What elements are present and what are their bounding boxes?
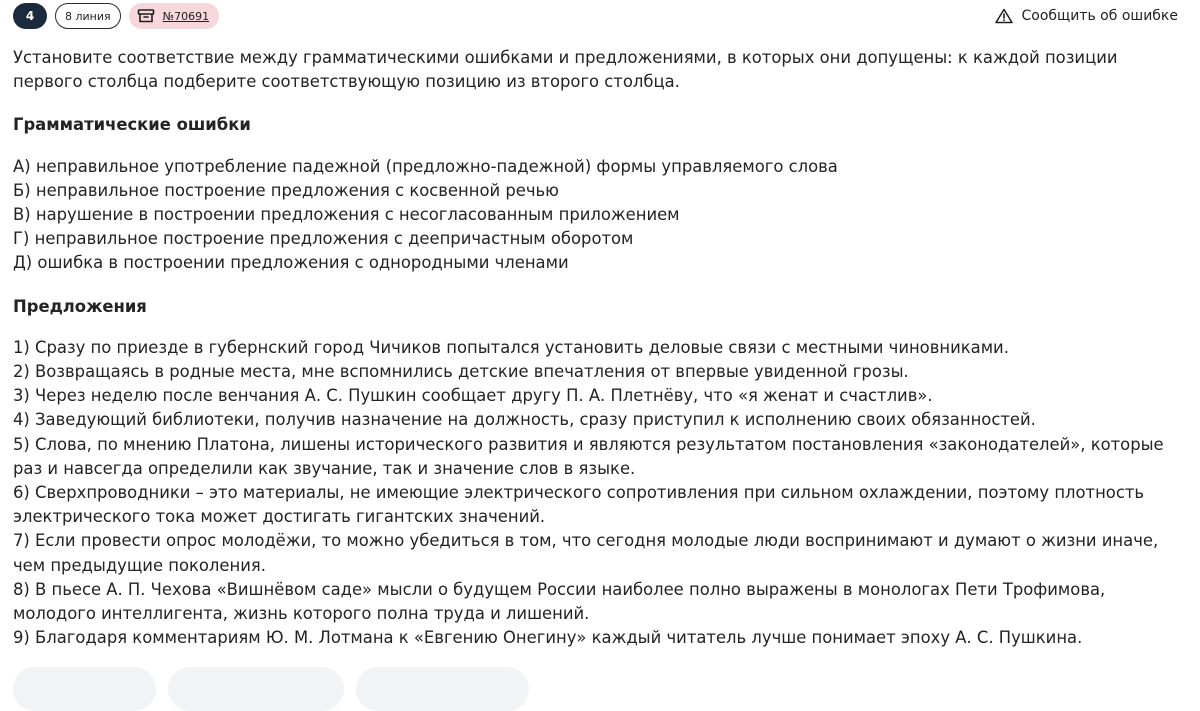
sentence-item: 8) В пьесе А. П. Чехова «Вишнёвом саде» мысли о будущем России наиболее полно выражены в монологах Пети Трофимова, молодого интеллигента, жизнь которого полна труда и лишений. [13,579,1106,624]
task-number-badge [13,3,47,29]
sentence-item: 2) Возвращаясь в родные места, мне вспомнились детские впечатления от впервые увиденной грозы. [13,362,909,382]
task-id-link[interactable]: №70691 [162,9,210,23]
error-item: А) неправильное употребление падежной (предложно-падежной) формы управляемого слова [13,156,838,176]
sentence-item: 7) Если провести опрос молодёжи, то можно убедиться в том, что сегодня молодые люди воспринимают и думают о жизни иначе, чем предыдущие поколения. [13,531,1159,575]
sentence-item: 6) Сверхпроводники – это материалы, не имеющие электрического сопротивления при сильном охлаждении, поэтому плотность электрического тока может достигать гигантских значений. [13,483,1145,527]
bottom-action-button[interactable] [356,667,529,711]
line-badge[interactable] [55,3,121,29]
sentence-item: 3) Через неделю после венчания А. С. Пушкин сообщает другу П. А. Плетнёву, что «я женат и счастлив». [13,386,933,406]
sentence-item: 1) Сразу по приезде в губернский город Чичиков попытался установить деловые связи с местными чиновниками. [13,337,1009,357]
task-id-badge[interactable] [129,3,219,29]
archive-box-icon [137,8,155,24]
error-item: Г) неправильное построение предложения с деепричастным оборотом [13,229,634,249]
bottom-actions [13,667,529,711]
task-number: 4 [25,9,35,23]
errors-list [13,155,1188,276]
sentence-item: 4) Заведующий библиотеки, получив назначение на должность, сразу приступил к исполнению своих обязанностей. [13,410,1036,430]
sentences-title: Предложения [13,296,147,316]
error-item: В) нарушение в построении предложения с несогласованным приложением [13,205,680,225]
task-intro: Установите соответствие между грамматическими ошибками и предложениями, в которых они допущены: к каждой позиции первого столбца подберите соответствующую позицию из второго столбца. [13,48,1118,92]
bottom-action-button[interactable] [13,667,156,711]
sentence-item: 5) Слова, по мнению Платона, лишены исторического развития и являются результатом постановления «законодателей», которые раз и навсегда определили как звучание, так и значение слов в языке. [13,434,1164,478]
sentences-list [13,336,1188,651]
task-header [13,3,1178,29]
bottom-action-button[interactable] [168,667,344,711]
error-item: Б) неправильное построение предложения с косвенной речью [13,180,559,200]
task-content [13,46,1188,650]
report-error-button[interactable] [995,8,1178,24]
line-label: 8 линия [65,9,111,23]
warning-triangle-icon [995,8,1013,24]
errors-title: Грамматические ошибки [13,115,251,135]
sentence-item: 9) Благодаря комментариям Ю. М. Лотмана к «Евгению Онегину» каждый читатель лучше понимает эпоху А. С. Пушкина. [13,628,1083,648]
report-error-label: Сообщить об ошибке [1021,8,1178,24]
error-item: Д) ошибка в построении предложения с однородными членами [13,253,569,273]
